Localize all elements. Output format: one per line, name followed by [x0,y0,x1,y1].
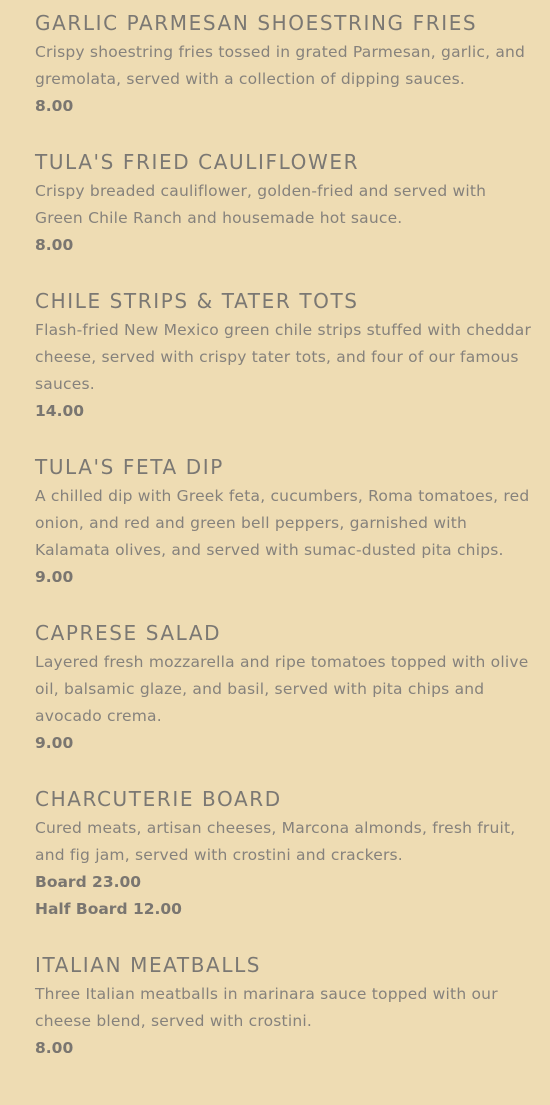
item-description: Three Italian meatballs in marinara sauce topped with our cheese blend, served with crostini. [35,985,498,1030]
item-description: Crispy breaded cauliflower, golden-fried and served with Green Chile Ranch and housemade hot sauce. [35,182,487,227]
item-name: TULA'S FETA DIP [35,455,224,479]
item-price: 14.00 [35,402,85,420]
item-name: CAPRESE SALAD [35,621,222,645]
item-description: A chilled dip with Greek feta, cucumbers, Roma tomatoes, red onion, and red and green bell peppers, garnished with Kalamata olives, and served with sumac-dusted pita chips. [35,487,530,559]
item-description: Flash-fried New Mexico green chile strips stuffed with cheddar cheese, served with crispy tater tots, and four of our famous sauces. [35,321,532,393]
menu-item-garlic-parmesan-fries [35,9,535,120]
item-name: ITALIAN MEATBALLS [35,953,262,977]
menu-item-chile-strips-tater-tots [35,287,535,425]
menu-item-charcuterie-board [35,785,535,923]
item-name: CHARCUTERIE BOARD [35,787,282,811]
item-name: GARLIC PARMESAN SHOESTRING FRIES [35,11,478,35]
item-price: 8.00 [35,236,74,254]
item-price-board: Board 23.00 [35,873,142,891]
item-price: 8.00 [35,97,74,115]
menu-list [35,9,535,1090]
menu-item-caprese-salad [35,619,535,757]
item-description: Layered fresh mozzarella and ripe tomatoes topped with olive oil, balsamic glaze, and basil, served with pita chips and avocado crema. [35,653,529,725]
item-price: 8.00 [35,1039,74,1057]
item-price: 9.00 [35,734,74,752]
item-name: TULA'S FRIED CAULIFLOWER [35,150,360,174]
item-description: Crispy shoestring fries tossed in grated Parmesan, garlic, and gremolata, served with a collection of dipping sauces. [35,43,526,88]
menu-item-fried-cauliflower [35,148,535,259]
item-price-half-board: Half Board 12.00 [35,900,182,918]
menu-item-feta-dip [35,453,535,591]
item-price: 9.00 [35,568,74,586]
item-name: CHILE STRIPS & TATER TOTS [35,289,359,313]
menu-item-italian-meatballs [35,951,535,1062]
item-description: Cured meats, artisan cheeses, Marcona almonds, fresh fruit, and fig jam, served with crostini and crackers. [35,819,516,864]
